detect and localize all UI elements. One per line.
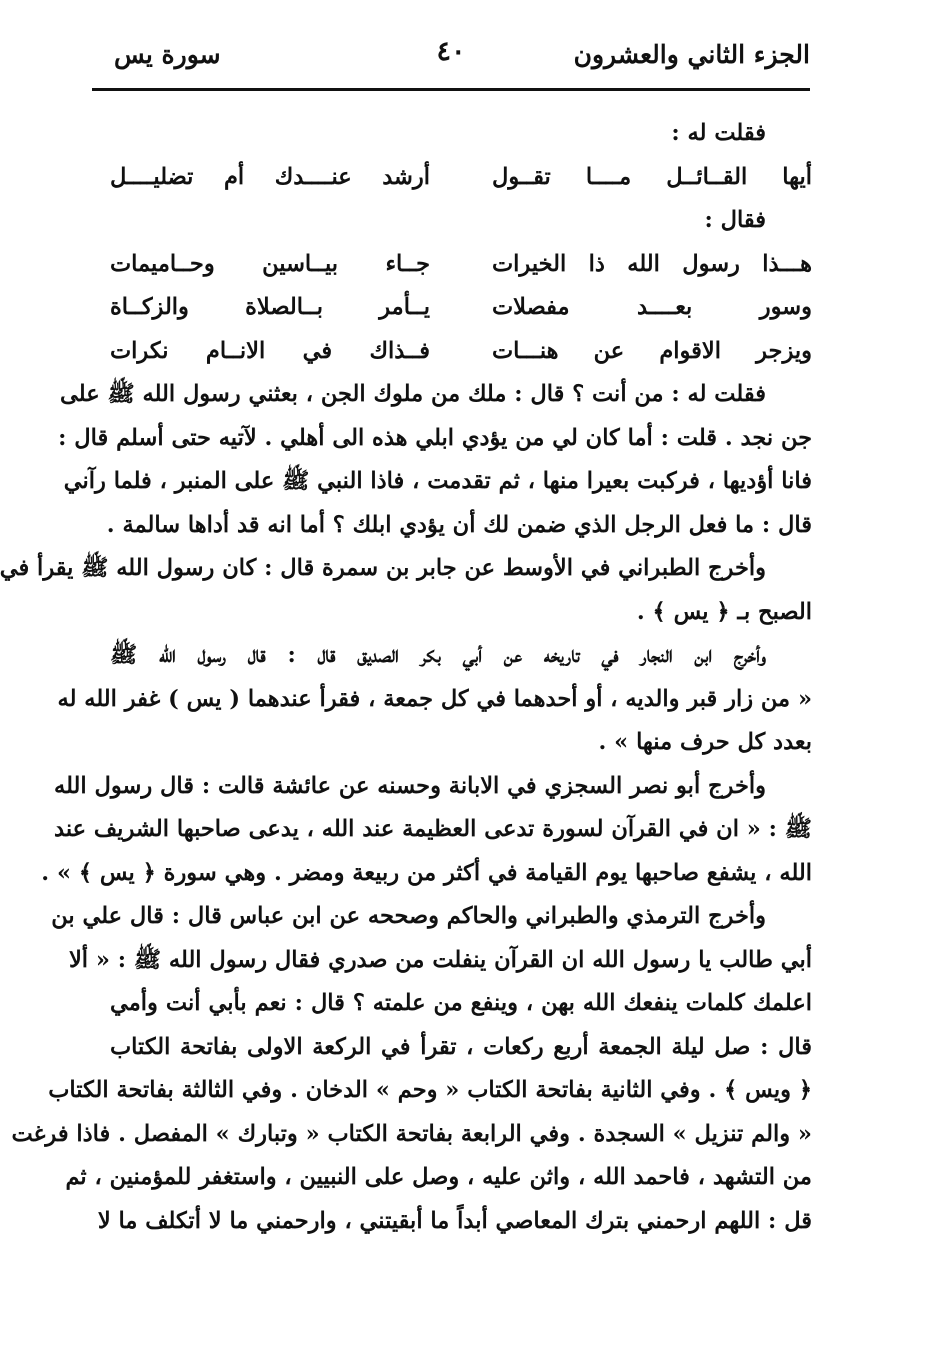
page-header xyxy=(92,30,810,80)
text-line: وأخرج الطبراني في الأوسط عن جابر بن سمرة قال : كان رسول الله ﷺ يقرأ في xyxy=(0,555,766,581)
text-line: وأخرج الترمذي والطبراني والحاكم وصححه عن ابن عباس قال : قال علي بن xyxy=(51,903,766,929)
header-rule xyxy=(92,88,810,91)
poem-verse xyxy=(110,286,812,330)
verse-second-hemistich: أرشد عنــــدك أم تضليــــل xyxy=(110,163,430,190)
page-number: ٤٠ xyxy=(436,36,466,67)
text-line: جن نجد . قلت : أما كان لي من يؤدي ابلي هذه الى أهلي . لآتيه حتى أسلم قال : xyxy=(58,424,812,451)
text-line: فانا أؤديها ، فركبت بعيرا منها ، ثم تقدمت ، فاذا النبي ﷺ على المنبر ، فلما رآني xyxy=(63,468,812,494)
poem-verse xyxy=(110,243,812,287)
text-line: « والم تنزيل » السجدة . وفي الرابعة بفاتحة الكتاب « وتبارك » المفصل . فاذا فرغت xyxy=(11,1120,812,1147)
text-line: اعلمك كلمات ينفعك الله بهن ، وينفع من علمته ؟ قال : نعم بأبي أنت وأمي xyxy=(110,990,812,1016)
verse-first-hemistich: هـــذا رسول الله ذا الخيرات xyxy=(492,250,812,277)
text-line: « من زار قبر والديه ، أو أحدهما في كل جمعة ، فقرأ عندهما ( يس ) غفر الله له xyxy=(57,685,812,712)
page-body xyxy=(0,112,812,1243)
text-line: فقلت له : xyxy=(671,120,766,146)
text-line: بعدد كل حرف منها » . xyxy=(598,729,812,755)
text-line: فقلت له : من أنت ؟ قال : ملك من ملوك الجن ، بعثني رسول الله ﷺ على xyxy=(60,381,766,407)
text-line: قل : اللهم ارحمني بترك المعاصي أبداً ما أبقيتني ، وارحمني ما لا أتكلف ما لا xyxy=(97,1207,812,1234)
verse-first-hemistich: أيها القــائــل مــــا تقــول xyxy=(492,163,812,190)
text-line: قال : ما فعل الرجل الذي ضمن لك أن يؤدي ابلك ؟ أما انه قد أداها سالمة . xyxy=(106,511,812,538)
verse-first-hemistich: ويزجر الاقوام عن هنـــات xyxy=(492,337,812,364)
poem-verse xyxy=(110,330,812,374)
text-line: أبي طالب يا رسول الله ان القرآن ينفلت من صدري فقال رسول الله ﷺ : « ألا xyxy=(68,946,812,973)
verse-first-hemistich: وسور بعــــد مفصلات xyxy=(492,294,812,320)
text-line: الصبح بـ ﴿ يس ﴾ . xyxy=(636,598,812,625)
verse-second-hemistich: جــاء بيــاسين وحــاميمات xyxy=(110,250,430,277)
verse-second-hemistich: يــأمر بــالصلاة والزكــاة xyxy=(110,294,430,320)
text-line: ﷺ : « ان في القرآن لسورة تدعى العظيمة عند الله ، يدعى صاحبها الشريف عند xyxy=(54,816,812,842)
text-line: وأخرج أبو نصر السجزي في الابانة وحسنه عن عائشة قالت : قال رسول الله xyxy=(54,772,766,799)
text-line: ﴿ ويس ﴾ . وفي الثانية بفاتحة الكتاب « وحم » الدخان . وفي الثالثة بفاتحة الكتاب xyxy=(48,1077,812,1103)
poem-verse xyxy=(110,156,812,200)
verse-second-hemistich: فــذاك في الانــام نكرات xyxy=(110,337,430,364)
surah-title: سورة يس xyxy=(114,40,221,69)
text-line: الله ، يشفع صاحبها يوم القيامة في أكثر من ربيعة ومضر . وهي سورة ﴿ يس ﴾ » . xyxy=(41,859,812,886)
text-line: وأخرج ابن النجار في تاريخه عن أبي بكر الصديق قال : قال رسول الله ﷺ xyxy=(110,642,766,668)
text-line: فقال : xyxy=(704,207,766,233)
text-line: قال : صل ليلة الجمعة أربع ركعات ، تقرأ في الركعة الاولى بفاتحة الكتاب xyxy=(110,1033,812,1060)
text-line: من التشهد ، فاحمد الله ، واثن عليه ، وصل على النبيين ، واستغفر للمؤمنين ، ثم xyxy=(65,1164,812,1190)
part-title: الجزء الثاني والعشرون xyxy=(573,40,810,69)
